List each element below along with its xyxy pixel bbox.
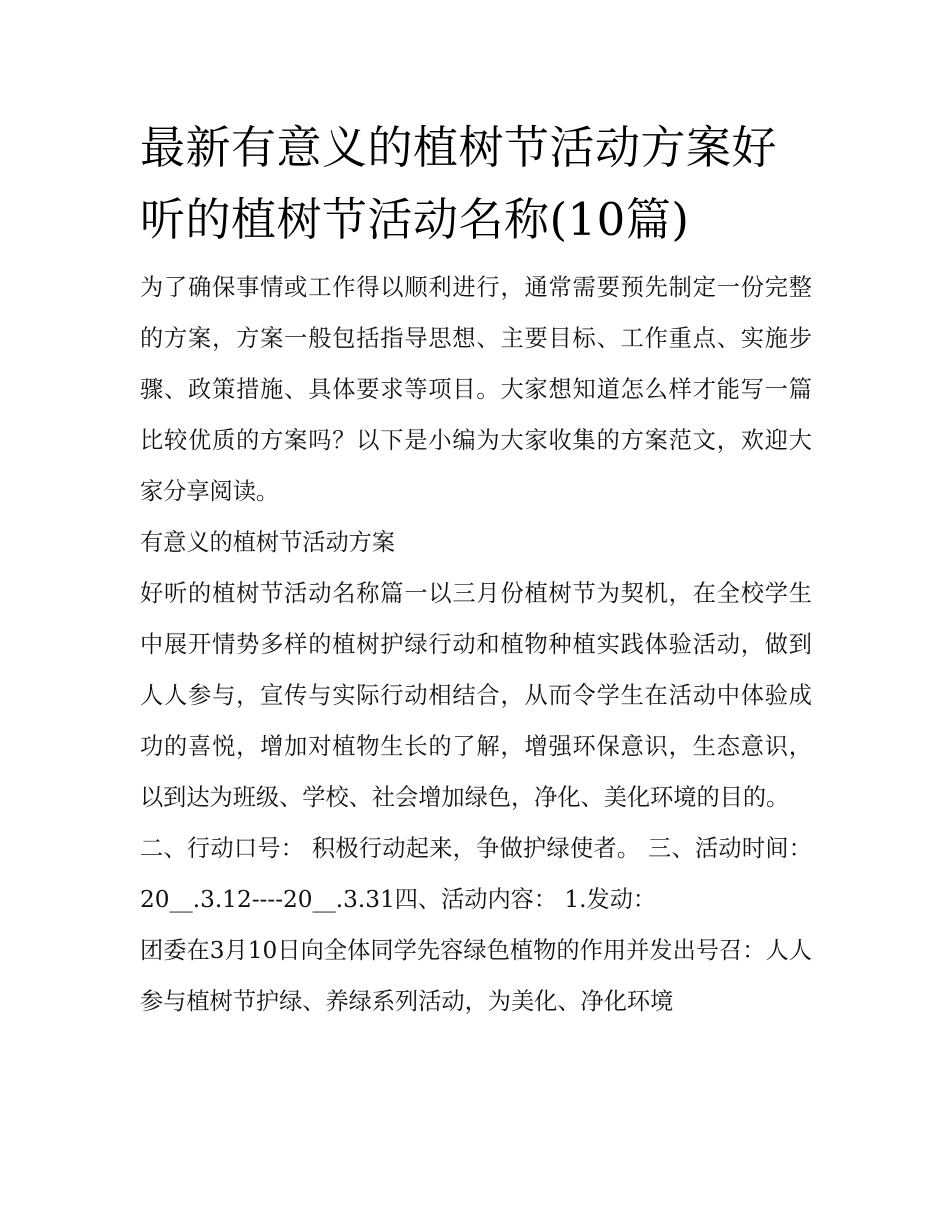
document-title: 最新有意义的植树节活动方案好听的植树节活动名称(10篇) [140, 121, 778, 246]
document-body [140, 112, 812, 1027]
body-paragraph: 好听的植树节活动名称篇一以三月份植树节为契机，在全校学生中展开情势多样的植树护绿行动和植物种植实践体验活动，做到人人参与，宣传与实际行动相结合，从而令学生在活动中体验成功的喜悦，增加对植物生长的了解，增强环保意识，生态意识，以到达为班级、学校、社会增加绿色，净化、美化环境的目的。 [140, 580, 812, 811]
section-heading: 有意义的植树节活动方案 [140, 529, 396, 556]
intro-paragraph: 为了确保事情或工作得以顺利进行，通常需要预先制定一份完整的方案，方案一般包括指导思想、主要目标、工作重点、实施步骤、政策措施、具体要求等项目。大家想知道怎么样才能写一篇比较优质的方案吗？以下是小编为大家收集的方案范文，欢迎大家分享阅读。 [140, 274, 812, 505]
slogan-paragraph: 二、行动口号： 积极行动起来，争做护绿使者。 三、活动时间： 20__.3.12----20__.3.31四、活动内容： 1.发动： [140, 835, 812, 913]
activity-paragraph: 团委在3月10日向全体同学先容绿色植物的作用并发出号召：人人参与植树节护绿、养绿系列活动，为美化、净化环境 [140, 937, 812, 1015]
